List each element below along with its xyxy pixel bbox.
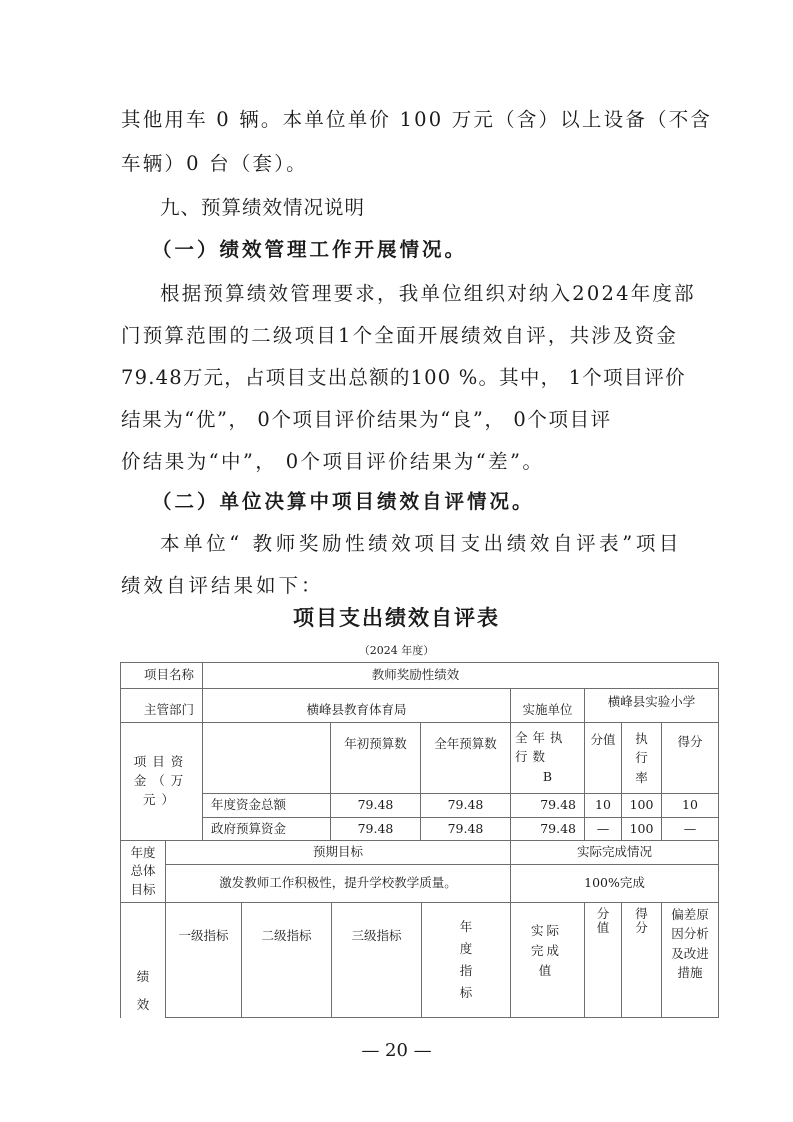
perf-header-score: 得分 xyxy=(621,902,662,1018)
header-score: 得分 xyxy=(661,722,719,794)
page-number: — 20 — xyxy=(361,1040,432,1061)
funds-label: 项目资金（万元） xyxy=(120,722,203,841)
funds-row-initial: 79.48 xyxy=(330,817,421,841)
paragraph-line: 绩效自评结果如下： xyxy=(121,574,324,597)
actual-label: 实际完成情况 xyxy=(510,840,719,865)
funds-row-initial: 79.48 xyxy=(330,793,421,818)
header-annual-exec-text: 全年执行数 xyxy=(515,729,568,764)
actual-value: 100%完成 xyxy=(510,864,719,903)
project-name-value: 教师奖励性绩效 xyxy=(202,662,719,689)
funds-row-rate: 100 xyxy=(621,817,662,841)
header-exec-rate: 执行率 xyxy=(621,722,662,794)
paragraph-line: 本单位“ 教师奖励性绩效项目支出绩效自评表”项目 xyxy=(160,532,683,555)
section-heading: 九、预算绩效情况说明 xyxy=(160,196,366,219)
paragraph-line: 79.48万元，占项目支出总额的100 %。其中， 1个项目评价 xyxy=(121,366,686,389)
perf-header-level2: 二级指标 xyxy=(241,902,332,1018)
perf-header-value: 分值 xyxy=(584,902,622,1018)
subsection-heading: （一）绩效管理工作开展情况。 xyxy=(152,238,468,261)
performance-table xyxy=(120,662,719,1018)
goal-label: 年度总体目标 xyxy=(120,840,166,903)
perf-label: 绩效 xyxy=(120,902,166,1018)
funds-row-rate: 100 xyxy=(621,793,662,818)
dept-label: 主管部门 xyxy=(120,688,203,723)
funds-row-annual: 79.48 xyxy=(420,793,511,818)
paragraph-line: 门预算范围的二级项目1个全面开展绩效自评，共涉及资金 xyxy=(121,324,679,347)
header-annual-exec-b: B xyxy=(542,769,553,785)
table-year: （2024 年度） xyxy=(358,644,435,657)
header-score-value: 分值 xyxy=(584,722,622,794)
paragraph-line: 车辆）0 台（套）。 xyxy=(121,152,308,175)
funds-row-exec: 79.48 xyxy=(510,817,585,841)
header-annual-budget: 全年预算数 xyxy=(420,722,511,794)
funds-row-annual: 79.48 xyxy=(420,817,511,841)
perf-header-annual-target: 年度指标 xyxy=(421,902,511,1018)
perf-header-actual-value: 实际完成值 xyxy=(510,902,585,1018)
impl-unit-label: 实施单位 xyxy=(510,688,585,723)
funds-row-value: 10 xyxy=(584,793,622,818)
funds-row-label: 政府预算资金 xyxy=(202,817,331,841)
expected-goal-label: 预期目标 xyxy=(165,840,511,865)
funds-row-score: 10 xyxy=(661,793,719,818)
funds-row-value: — xyxy=(584,817,622,841)
perf-header-level3: 三级指标 xyxy=(331,902,422,1018)
funds-row-score: — xyxy=(661,817,719,841)
subsection-heading: （二）单位决算中项目绩效自评情况。 xyxy=(152,490,535,513)
funds-header-blank xyxy=(202,722,331,794)
funds-row-exec: 79.48 xyxy=(510,793,585,818)
impl-unit-value: 横峰县实验小学 xyxy=(584,688,719,723)
paragraph-line: 其他用车 0 辆。本单位单价 100 万元（含）以上设备（不含 xyxy=(121,108,713,131)
funds-row-label: 年度资金总额 xyxy=(202,793,331,818)
expected-goal: 激发教师工作积极性，提升学校教学质量。 xyxy=(165,864,511,903)
paragraph-line: 价结果为“中”， 0个项目评价结果为“差”。 xyxy=(121,450,545,473)
perf-header-deviation: 偏差原因分析及改进措施 xyxy=(661,902,719,1018)
header-initial-budget: 年初预算数 xyxy=(330,722,421,794)
header-annual-exec xyxy=(510,722,585,794)
perf-header-level1: 一级指标 xyxy=(165,902,242,1018)
table-title: 项目支出绩效自评表 xyxy=(293,605,500,630)
paragraph-line: 结果为“优”， 0个项目评价结果为“良”， 0个项目评 xyxy=(121,408,612,431)
paragraph-line: 根据预算绩效管理要求，我单位组织对纳入2024年度部 xyxy=(160,282,696,305)
project-name-label: 项目名称 xyxy=(120,662,203,689)
dept-value: 横峰县教育体育局 xyxy=(202,688,511,723)
